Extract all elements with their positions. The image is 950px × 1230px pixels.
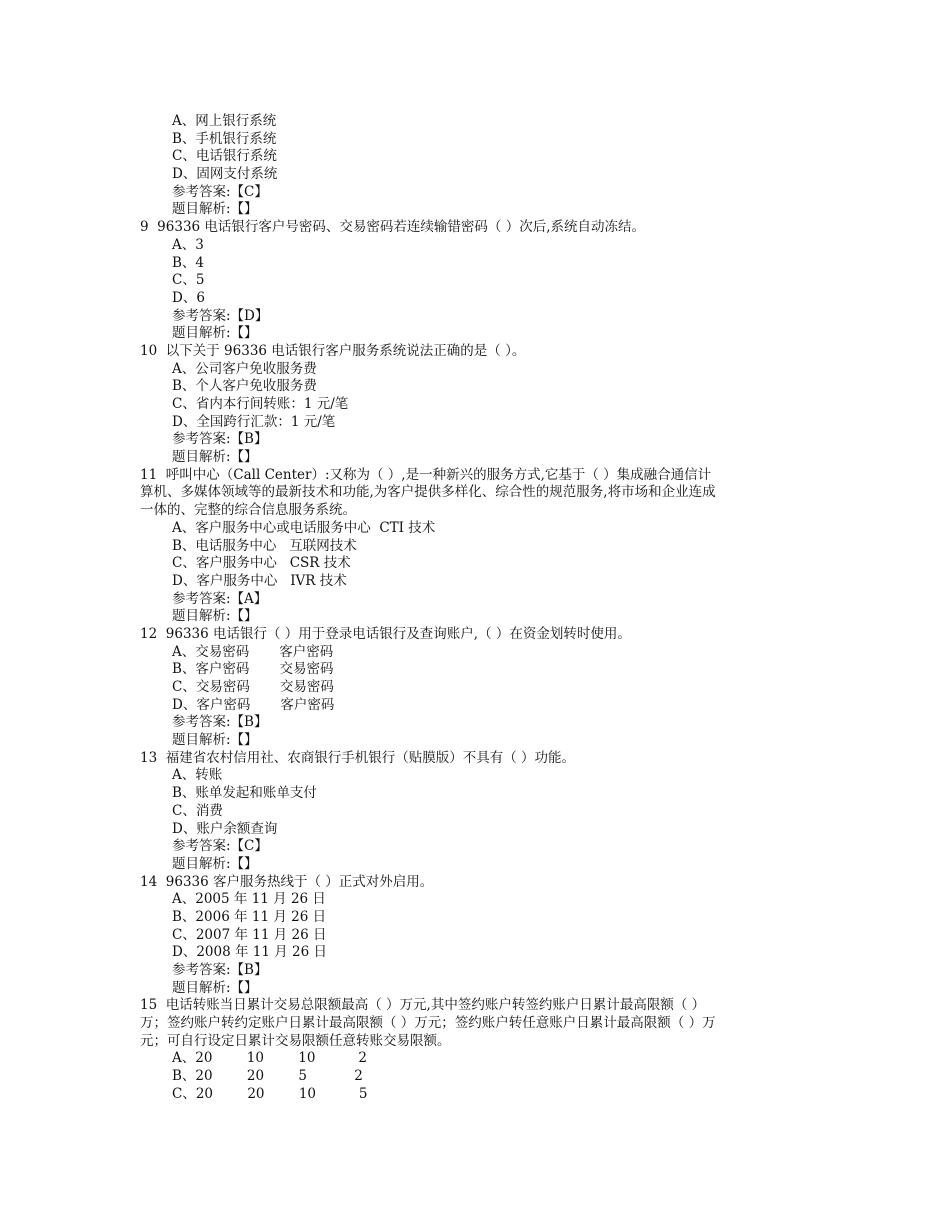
- option-line: C、2007 年 11 月 26 日: [172, 926, 327, 943]
- question-text-line: 15 电话转账当日累计交易总限额最高（ ）万元,其中签约账户转签约账户日累计最高限额（ ）: [140, 997, 706, 1014]
- question-text-line: 10 以下关于 96336 电话银行客户服务系统说法正确的是（ ）。: [140, 342, 526, 359]
- option-line: A、客户服务中心或电话服务中心 CTI 技术: [172, 519, 436, 536]
- option-line: C、20 20 10 5: [172, 1085, 368, 1102]
- option-line: 参考答案:【B】: [172, 431, 268, 448]
- question-text-line: 12 96336 电话银行（ ）用于登录电话银行及查询账户,（ ）在资金划转时使用。: [140, 625, 631, 642]
- option-line: D、账户余额查询: [172, 820, 278, 837]
- question-text-line: 9 96336 电话银行客户号密码、交易密码若连续输错密码（ ）次后,系统自动冻结。: [140, 219, 645, 236]
- option-line: D、6: [172, 289, 205, 306]
- option-line: C、消费: [172, 802, 223, 819]
- option-line: B、客户密码 交易密码: [172, 661, 334, 678]
- option-line: B、4: [172, 254, 205, 271]
- question-text-line: 一体的、完整的综合信息服务系统。: [140, 502, 356, 519]
- option-line: B、账单发起和账单支付: [172, 785, 317, 802]
- option-line: B、20 20 5 2: [172, 1068, 363, 1085]
- option-line: A、网上银行系统: [172, 113, 277, 129]
- option-line: B、电话服务中心 互联网技术: [172, 537, 357, 554]
- option-line: A、转账: [172, 767, 223, 784]
- option-line: B、2006 年 11 月 26 日: [172, 908, 327, 925]
- option-line: C、5: [172, 272, 205, 289]
- option-line: C、省内本行间转账：1 元/笔: [172, 396, 349, 412]
- option-line: 题目解析:【】: [172, 325, 258, 342]
- option-line: D、客户密码 客户密码: [172, 696, 335, 713]
- option-line: 题目解析:【】: [172, 855, 258, 872]
- option-line: 参考答案:【A】: [172, 590, 268, 607]
- question-text-line: 万；签约账户转约定账户日累计最高限额（ ）万元；签约账户转任意账户日累计最高限额（ ）万: [140, 1015, 716, 1032]
- option-line: 题目解析:【】: [172, 732, 258, 749]
- option-line: 参考答案:【B】: [172, 962, 268, 978]
- question-text-line: 算机、多媒体领域等的最新技术和功能,为客户提供多样化、综合性的规范服务,将市场和企业连成: [140, 484, 716, 501]
- question-text-line: 元；可自行设定日累计交易限额任意转账交易限额。: [140, 1032, 451, 1049]
- option-line: C、客户服务中心 CSR 技术: [172, 555, 351, 572]
- option-line: 参考答案:【C】: [172, 838, 268, 855]
- option-line: D、全国跨行汇款：1 元/笔: [172, 413, 336, 430]
- option-line: 参考答案:【C】: [172, 183, 268, 200]
- option-line: A、2005 年 11 月 26 日: [172, 891, 326, 908]
- question-text-line: 14 96336 客户服务热线于（ ）正式对外启用。: [140, 873, 434, 890]
- option-line: A、20 10 10 2: [172, 1050, 367, 1067]
- option-line: 题目解析:【】: [172, 979, 258, 996]
- option-line: 题目解析:【】: [172, 608, 258, 625]
- option-line: 题目解析:【】: [172, 449, 258, 466]
- option-line: B、手机银行系统: [172, 130, 277, 147]
- option-line: C、交易密码 交易密码: [172, 679, 334, 695]
- option-line: D、2008 年 11 月 26 日: [172, 944, 327, 961]
- document-body: [140, 113, 820, 1104]
- option-line: 题目解析:【】: [172, 201, 258, 218]
- option-line: D、客户服务中心 IVR 技术: [172, 572, 347, 589]
- option-line: A、公司客户免收服务费: [172, 360, 317, 377]
- option-line: A、交易密码 客户密码: [172, 643, 334, 660]
- option-line: D、固网支付系统: [172, 166, 278, 183]
- option-line: C、电话银行系统: [172, 148, 277, 165]
- option-line: B、个人客户免收服务费: [172, 378, 317, 395]
- option-line: 参考答案:【B】: [172, 714, 268, 731]
- question-text-line: 11 呼叫中心（Call Center）:又称为（ ）,是一种新兴的服务方式,它基于（ ）集成融合通信计: [140, 466, 712, 483]
- option-line: 参考答案:【D】: [172, 307, 269, 324]
- option-line: A、3: [172, 236, 204, 253]
- question-text-line: 13 福建省农村信用社、农商银行手机银行（贴膜版）不具有（ ）功能。: [140, 749, 576, 766]
